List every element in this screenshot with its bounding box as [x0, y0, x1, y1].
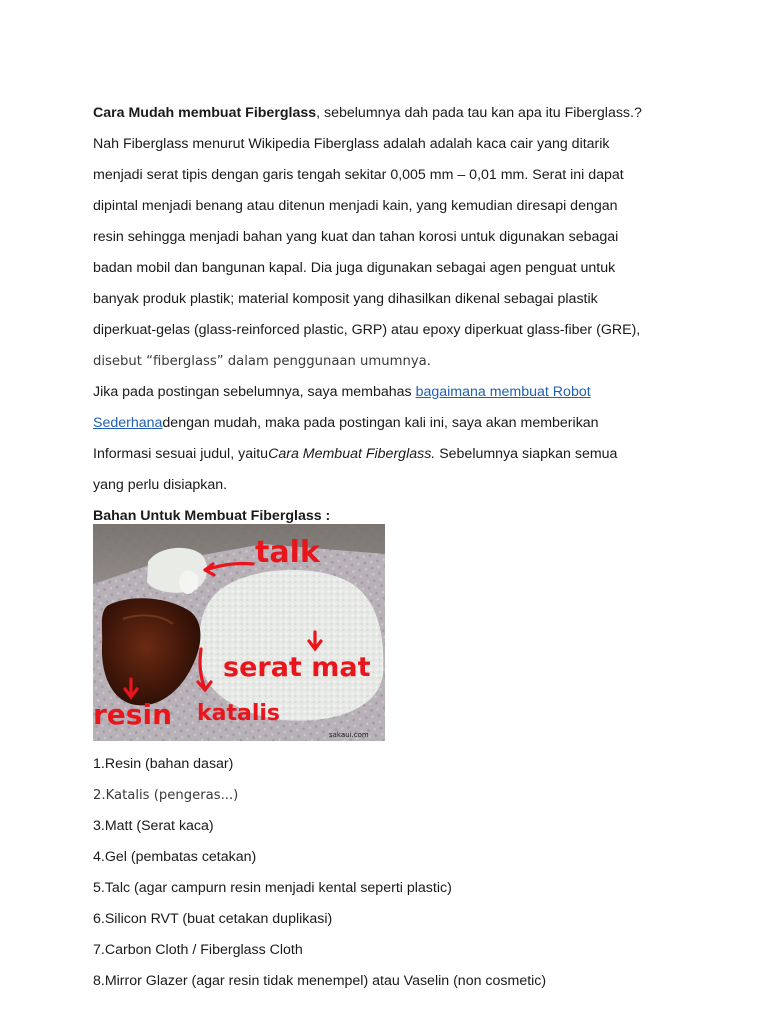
para2-line-4: yang perlu disiapkan.	[93, 477, 228, 493]
robot-article-link-cont[interactable]: Sederhana	[93, 415, 163, 431]
list-item: 6.Silicon RVT (buat cetakan duplikasi)	[93, 911, 333, 927]
materials-list	[93, 749, 693, 997]
materials-photo-image	[93, 524, 385, 741]
list-item: 1.Resin (bahan dasar)	[93, 756, 234, 772]
list-item: 8.Mirror Glazer (agar resin tidak menempel) atau Vaselin (non cosmetic)	[93, 973, 547, 989]
materials-photo	[93, 524, 385, 741]
intro-line-8: diperkuat-gelas (glass-reinforced plastic, GRP) atau epoxy diperkuat glass-fiber (GRE),	[93, 322, 641, 338]
label-talk: talk	[255, 535, 320, 570]
intro-line-6: badan mobil dan bangunan kapal. Dia juga digunakan sebagai agen penguat untuk	[93, 260, 616, 276]
para2-line-1: Jika pada postingan sebelumnya, saya membahas bagaimana membuat Robot	[93, 384, 591, 400]
italic-title: Cara Membuat Fiberglass.	[268, 446, 436, 462]
label-katalis: katalis	[197, 701, 281, 726]
list-item: 4.Gel (pembatas cetakan)	[93, 849, 257, 865]
label-resin: resin	[93, 698, 172, 731]
intro-line-1: Cara Mudah membuat Fiberglass, sebelumnya dah pada tau kan apa itu Fiberglass.?	[93, 105, 642, 121]
intro-line-9: disebut “fiberglass” dalam penggunaan umumnya.	[93, 354, 431, 369]
talc-shape	[147, 548, 207, 593]
intro-line-4: dipintal menjadi benang atau ditenun menjadi kain, yang kemudian diresapi dengan	[93, 198, 618, 214]
para2-line-2: Sederhanadengan mudah, maka pada postingan kali ini, saya akan memberikan	[93, 415, 599, 431]
document-page	[93, 98, 693, 997]
list-item: 2.Katalis (pengeras...)	[93, 788, 239, 803]
list-item: 3.Matt (Serat kaca)	[93, 818, 214, 834]
intro-line-5: resin sehingga menjadi bahan yang kuat dan tahan korosi untuk digunakan sebagai	[93, 229, 619, 245]
section-heading: Bahan Untuk Membuat Fiberglass :	[93, 508, 331, 524]
list-item: 5.Talc (agar campurn resin menjadi kental seperti plastic)	[93, 880, 452, 896]
katalis-bottle-shape	[189, 574, 198, 590]
fiber-mat-shape	[199, 570, 383, 721]
robot-article-link[interactable]: bagaimana membuat Robot	[415, 384, 591, 400]
photo-watermark: sakaui.com	[329, 731, 369, 739]
label-serat-mat: serat mat	[223, 652, 371, 683]
intro-line-3: menjadi serat tipis dengan garis tengah sekitar 0,005 mm – 0,01 mm. Serat ini dapat	[93, 167, 624, 183]
article-title: Cara Mudah membuat Fiberglass	[93, 105, 317, 121]
list-item: 7.Carbon Cloth / Fiberglass Cloth	[93, 942, 303, 958]
para2-line-3: Informasi sesuai judul, yaituCara Membuat Fiberglass. Sebelumnya siapkan semua	[93, 446, 618, 462]
intro-line-7: banyak produk plastik; material komposit yang dihasilkan dikenal sebagai plastik	[93, 291, 598, 307]
intro-line-2: Nah Fiberglass menurut Wikipedia Fiberglass adalah adalah kaca cair yang ditarik	[93, 136, 610, 152]
